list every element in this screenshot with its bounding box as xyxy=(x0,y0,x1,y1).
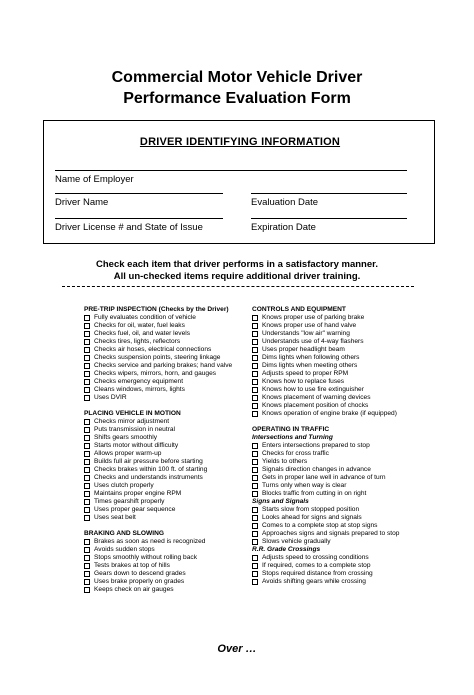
checklist-item-label: Uses brake properly on grades xyxy=(94,578,185,585)
instruction-line-1: Check each item that driver performs in a satisfactory manner. xyxy=(96,259,378,270)
checklist-item-label: Gets in proper lane well in advance of turn xyxy=(262,474,386,481)
checklist-item-label: Gears down to descend grades xyxy=(94,570,186,577)
checkbox[interactable] xyxy=(252,451,258,457)
checklist-item[interactable] xyxy=(252,530,452,538)
evaluation-date-label: Evaluation Date xyxy=(251,197,319,208)
over-label: Over … xyxy=(217,643,257,655)
checkbox[interactable] xyxy=(252,371,258,377)
checklist-item-label: Yields to others xyxy=(262,458,308,465)
expiration-date-line xyxy=(251,218,407,219)
checklist-item-label: Brakes as soon as need is recognized xyxy=(94,538,206,545)
checklist-item-label: Understands "low air" warning xyxy=(262,330,350,337)
checklist-item[interactable] xyxy=(252,330,452,338)
subsection-title-intersections-and-turning: Intersections and Turning xyxy=(252,434,333,441)
checklist-item-label: Dims lights when meeting others xyxy=(262,362,358,369)
checkbox[interactable] xyxy=(252,467,258,473)
subsection-title-signs-and-signals: Signs and Signals xyxy=(252,498,309,505)
checklist-item[interactable] xyxy=(252,338,452,346)
checklist-item[interactable] xyxy=(252,370,452,378)
driver-info-box xyxy=(43,120,435,244)
checklist-item-label: Checks service and parking brakes; hand valve xyxy=(94,362,233,369)
checklist-item-label: Checks brakes within 100 ft. of starting xyxy=(94,466,208,473)
checklist-item-label: Checks suspension points, steering linkage xyxy=(94,354,221,361)
checklist-item[interactable] xyxy=(252,450,452,458)
driver-name-line xyxy=(55,193,223,194)
checklist-item[interactable] xyxy=(252,378,452,386)
checklist-item-label: Knows operation of engine brake (if equipped) xyxy=(262,410,397,417)
checkbox[interactable] xyxy=(252,563,258,569)
checklist-item-label: Knows proper use of hand valve xyxy=(262,322,357,329)
employer-line xyxy=(55,170,407,171)
checkbox[interactable] xyxy=(252,507,258,513)
checkbox[interactable] xyxy=(252,411,258,417)
checklist-item[interactable] xyxy=(252,514,452,522)
checkbox[interactable] xyxy=(84,371,90,377)
checklist-item[interactable] xyxy=(252,346,452,354)
checklist-item-label: Uses seat belt xyxy=(94,514,136,521)
checkbox[interactable] xyxy=(84,475,90,481)
checklist-item[interactable] xyxy=(252,442,452,450)
checklist-item-label: Adjusts speed to crossing conditions xyxy=(262,554,369,561)
employer-label: Name of Employer xyxy=(55,174,134,185)
checkbox[interactable] xyxy=(84,467,90,473)
checkbox[interactable] xyxy=(84,491,90,497)
dashed-divider xyxy=(62,286,414,287)
checklist-item-label: Enters intersections prepared to stop xyxy=(262,442,370,449)
checkbox[interactable] xyxy=(84,427,90,433)
checklist-item-label: Maintains proper engine RPM xyxy=(94,490,182,497)
checklist-item[interactable] xyxy=(252,570,452,578)
checklist-item-label: Shifts gears smoothly xyxy=(94,434,158,441)
checklist-item-label: Fully evaluates condition of vehicle xyxy=(94,314,196,321)
checklist-item-label: Avoids sudden stops xyxy=(94,546,155,553)
checklist-item[interactable] xyxy=(252,386,452,394)
section-title-placing-vehicle-in-motion: PLACING VEHICLE IN MOTION xyxy=(84,410,181,417)
checkbox[interactable] xyxy=(84,395,90,401)
checklist-item-label: Adjusts speed to proper RPM xyxy=(262,370,349,377)
checkbox[interactable] xyxy=(252,459,258,465)
checklist-item[interactable] xyxy=(252,402,452,410)
form-title-line-2: Performance Evaluation Form xyxy=(123,90,351,107)
checklist-item[interactable] xyxy=(252,490,452,498)
checkbox[interactable] xyxy=(84,363,90,369)
section-title-braking-and-slowing: BRAKING AND SLOWING xyxy=(84,530,164,537)
checkbox[interactable] xyxy=(84,515,90,521)
checklist-item-label: Signals direction changes in advance xyxy=(262,466,371,473)
checkbox[interactable] xyxy=(252,403,258,409)
checkbox[interactable] xyxy=(84,563,90,569)
checklist-item-label: If required, comes to a complete stop xyxy=(262,562,371,569)
checklist-item-label: Uses proper gear sequence xyxy=(94,506,176,513)
checklist-item-label: Knows proper use of parking brake xyxy=(262,314,365,321)
checkbox[interactable] xyxy=(84,323,90,329)
checklist-item-label: Allows proper warm-up xyxy=(94,450,162,457)
checkbox[interactable] xyxy=(252,347,258,353)
checkbox[interactable] xyxy=(84,443,90,449)
checklist-item-label: Checks emergency equipment xyxy=(94,378,184,385)
checkbox[interactable] xyxy=(84,315,90,321)
checklist-item-label: Cleans windows, mirrors, lights xyxy=(94,386,185,393)
evaluation-date-line xyxy=(251,193,407,194)
checkbox[interactable] xyxy=(84,355,90,361)
checkbox[interactable] xyxy=(252,443,258,449)
instruction-line-2: All un-checked items require additional driver training. xyxy=(113,271,361,282)
checklist-item-label: Checks for cross traffic xyxy=(262,450,329,457)
checkbox[interactable] xyxy=(252,315,258,321)
checklist-item-label: Checks air hoses, electrical connections xyxy=(94,346,212,353)
checkbox[interactable] xyxy=(252,331,258,337)
checkbox[interactable] xyxy=(252,515,258,521)
checkbox[interactable] xyxy=(84,483,90,489)
section-title-operating-in-traffic: OPERATING IN TRAFFIC xyxy=(252,426,330,433)
license-line xyxy=(55,218,223,219)
checkbox[interactable] xyxy=(252,379,258,385)
checkbox[interactable] xyxy=(84,459,90,465)
checklist-item-label: Knows how to use fire extinguisher xyxy=(262,386,364,393)
checkbox[interactable] xyxy=(84,331,90,337)
checkbox[interactable] xyxy=(84,507,90,513)
checkbox[interactable] xyxy=(84,339,90,345)
checklist-item-label: Tests brakes at top of hills xyxy=(94,562,170,569)
checkbox[interactable] xyxy=(252,355,258,361)
checkbox[interactable] xyxy=(252,523,258,529)
checkbox[interactable] xyxy=(84,555,90,561)
checklist-item-label: Starts slow from stopped position xyxy=(262,506,360,513)
checkbox[interactable] xyxy=(252,363,258,369)
checkbox[interactable] xyxy=(252,387,258,393)
checklist-item-label: Uses DVIR xyxy=(94,394,127,401)
checklist-item[interactable] xyxy=(252,458,452,466)
checklist-item[interactable] xyxy=(252,482,452,490)
checklist-item-label: Comes to a complete stop at stop signs xyxy=(262,522,378,529)
checklist-item[interactable] xyxy=(252,362,452,370)
checklist-item-label: Understands use of 4-way flashers xyxy=(262,338,364,345)
checkbox[interactable] xyxy=(252,579,258,585)
checklist-item-label: Knows how to replace fuses xyxy=(262,378,345,385)
checklist-item-label: Checks and understands instruments xyxy=(94,474,203,481)
checklist-item[interactable] xyxy=(252,474,452,482)
checkbox[interactable] xyxy=(84,539,90,545)
license-label: Driver License # and State of Issue xyxy=(55,222,203,233)
checkbox[interactable] xyxy=(252,531,258,537)
checkbox[interactable] xyxy=(252,395,258,401)
checklist-item-label: Stops required distance from crossing xyxy=(262,570,373,577)
driver-name-label: Driver Name xyxy=(55,197,109,208)
checklist-item-label: Uses proper headlight beam xyxy=(262,346,345,353)
checkbox[interactable] xyxy=(252,483,258,489)
checklist-item[interactable] xyxy=(252,322,452,330)
checkbox[interactable] xyxy=(84,435,90,441)
checklist-item-label: Blocks traffic from cutting in on right xyxy=(262,490,367,497)
checklist-item-label: Checks for oil, water, fuel leaks xyxy=(94,322,185,329)
checklist-item-label: Knows placement of warning devices xyxy=(262,394,371,401)
checkbox[interactable] xyxy=(84,579,90,585)
checklist-item-label: Turns only when way is clear xyxy=(262,482,347,489)
checklist-item-label: Builds full air pressure before starting xyxy=(94,458,203,465)
section-title-pre-trip-inspection-checks-by-: PRE-TRIP INSPECTION (Checks by the Driver) xyxy=(84,306,229,313)
checklist-item-label: Puts transmission in neutral xyxy=(94,426,175,433)
checklist-item-label: Slows vehicle gradually xyxy=(262,538,331,545)
checklist-item-label: Checks fuel, oil, and water levels xyxy=(94,330,191,337)
checklist-item[interactable] xyxy=(252,578,452,586)
checkbox[interactable] xyxy=(84,347,90,353)
checklist-item[interactable] xyxy=(252,506,452,514)
checkbox[interactable] xyxy=(252,323,258,329)
form-title-line-1: Commercial Motor Vehicle Driver xyxy=(111,69,363,86)
checklist-item-label: Times gearshift properly xyxy=(94,498,165,505)
checkbox[interactable] xyxy=(252,339,258,345)
checkbox[interactable] xyxy=(252,475,258,481)
checklist-item-label: Checks tires, lights, reflectors xyxy=(94,338,181,345)
checklist-item[interactable] xyxy=(252,522,452,530)
checkbox[interactable] xyxy=(84,419,90,425)
checkbox[interactable] xyxy=(84,499,90,505)
section-title-controls-and-equipment: CONTROLS AND EQUIPMENT xyxy=(252,306,346,313)
checklist-item-label: Checks mirror adjustment xyxy=(94,418,170,425)
checklist-item-label: Knows placement position of chocks xyxy=(262,402,369,409)
checkbox[interactable] xyxy=(84,451,90,457)
checklist-item[interactable] xyxy=(252,354,452,362)
checklist-item-label: Dims lights when following others xyxy=(262,354,360,361)
checkbox[interactable] xyxy=(84,387,90,393)
checkbox[interactable] xyxy=(252,491,258,497)
checkbox[interactable] xyxy=(84,547,90,553)
checklist-item[interactable] xyxy=(84,586,284,594)
checkbox[interactable] xyxy=(84,571,90,577)
checklist-item[interactable] xyxy=(252,538,452,546)
expiration-date-label: Expiration Date xyxy=(251,222,316,233)
checklist-item-label: Keeps check on air gauges xyxy=(94,586,174,593)
right-checklist-column xyxy=(252,306,452,586)
checklist-item-label: Avoids shifting gears while crossing xyxy=(262,578,366,585)
checklist-item-label: Uses clutch properly xyxy=(94,482,154,489)
checklist-item-label: Stops smoothly without rolling back xyxy=(94,554,197,561)
checklist-item[interactable] xyxy=(252,554,452,562)
driver-info-heading: DRIVER IDENTIFYING INFORMATION xyxy=(139,136,341,148)
checkbox[interactable] xyxy=(252,571,258,577)
checklist-item-label: Approaches signs and signals prepared to stop xyxy=(262,530,400,537)
checkbox[interactable] xyxy=(252,539,258,545)
checklist-item-label: Looks ahead for signs and signals xyxy=(262,514,362,521)
checkbox[interactable] xyxy=(84,379,90,385)
subsection-title-r-r-grade-crossings: R.R. Grade Crossings xyxy=(252,546,321,553)
checklist-item[interactable] xyxy=(252,394,452,402)
checkbox[interactable] xyxy=(252,555,258,561)
checklist-item[interactable] xyxy=(252,562,452,570)
checklist-item-label: Checks wipers, mirrors, horn, and gauges xyxy=(94,370,217,377)
checklist-item[interactable] xyxy=(252,466,452,474)
checklist-item[interactable] xyxy=(252,410,452,418)
checklist-item[interactable] xyxy=(252,314,452,322)
checkbox[interactable] xyxy=(84,587,90,593)
checklist-item-label: Starts motor without difficulty xyxy=(94,442,179,449)
